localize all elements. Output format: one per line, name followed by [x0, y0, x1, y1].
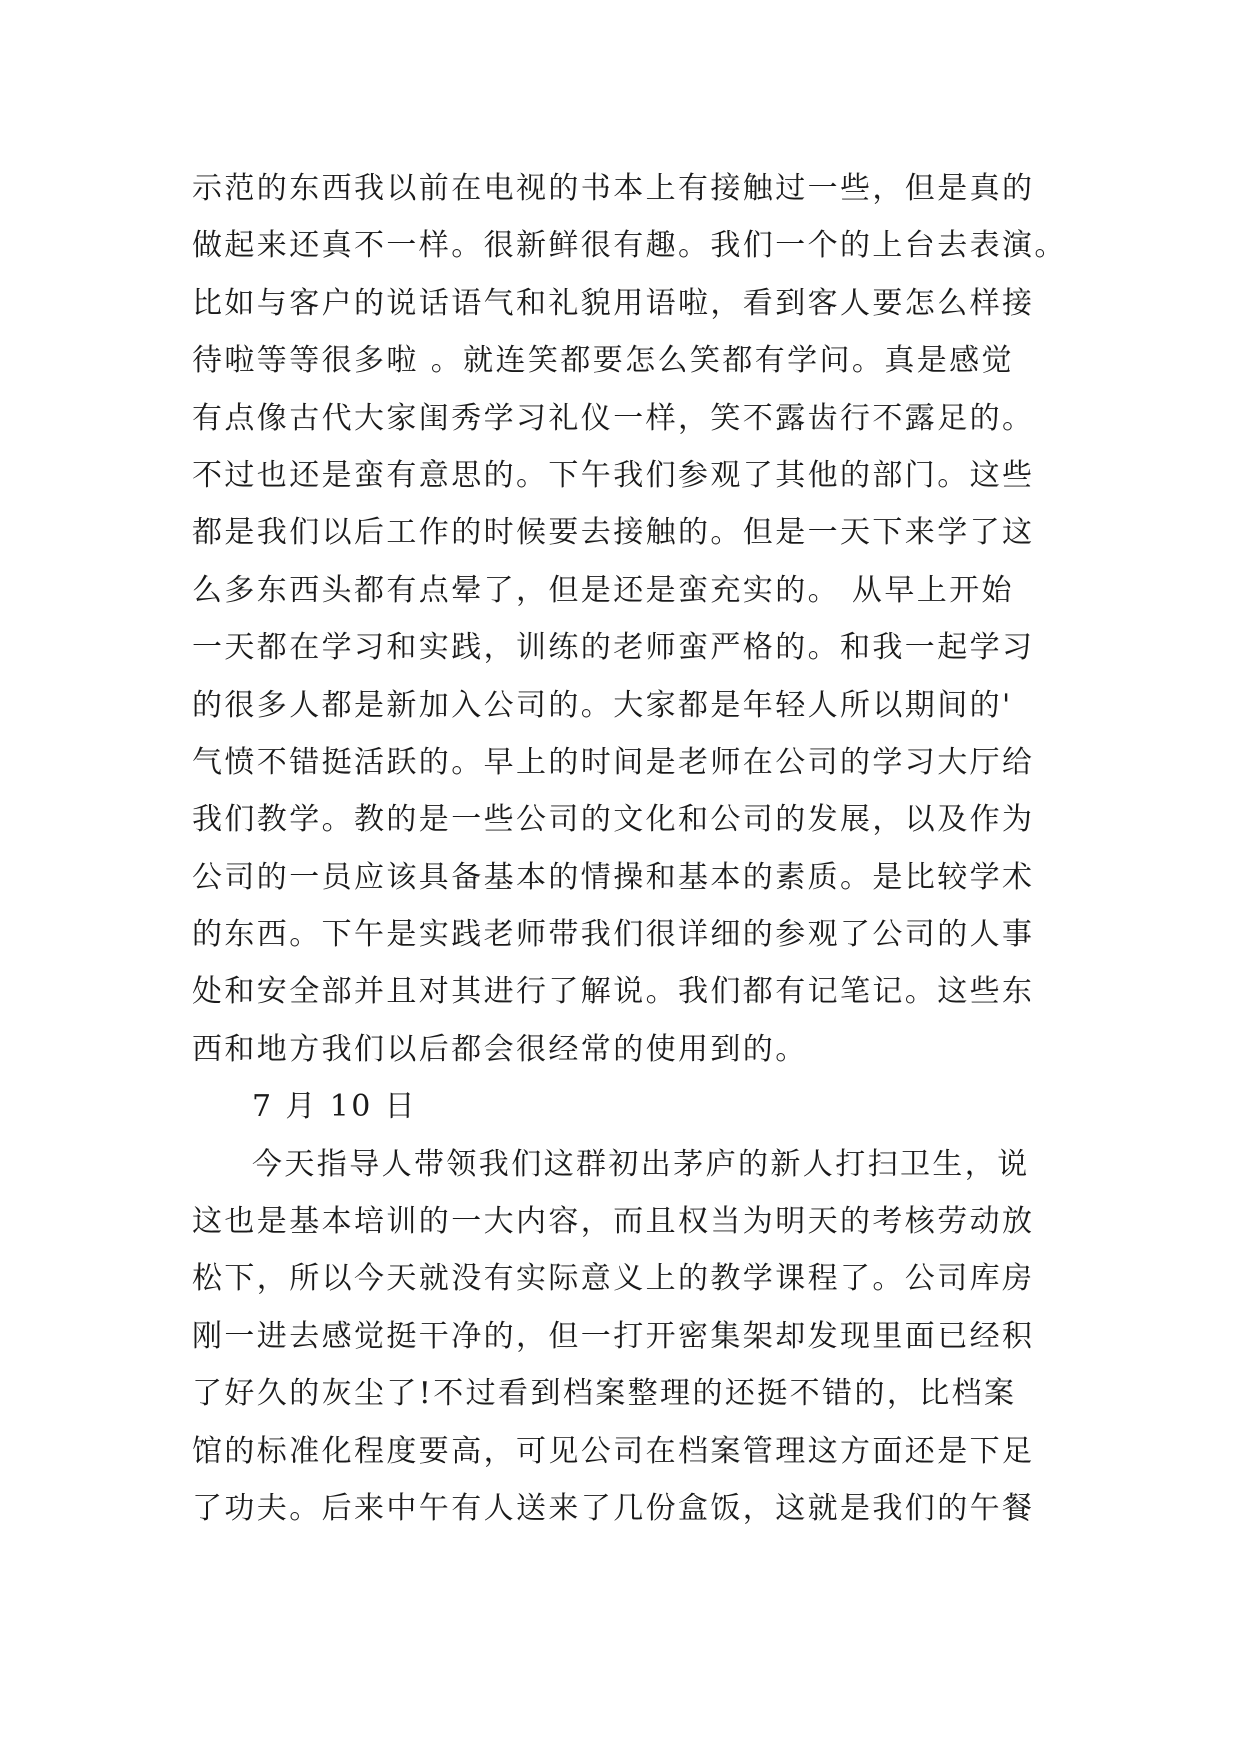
text-line: 么多东西头都有点晕了，但是还是蛮充实的。 从早上开始: [192, 572, 1014, 608]
text-line: 了好久的灰尘了!不过看到档案整理的还挺不错的，比档案: [192, 1376, 1017, 1412]
text-line: 刚一进去感觉挺干净的，但一打开密集架却发现里面已经积: [192, 1318, 1035, 1354]
text-line: 今天指导人带领我们这群初出茅庐的新人打扫卫生，说: [252, 1146, 1030, 1182]
text-line: 不过也还是蛮有意思的。下午我们参观了其他的部门。这些: [192, 457, 1035, 493]
text-line: 公司的一员应该具备基本的情操和基本的素质。是比较学术: [192, 859, 1035, 895]
text-line: 都是我们以后工作的时候要去接触的。但是一天下来学了这: [192, 515, 1035, 551]
text-line: 的东西。下午是实践老师带我们很详细的参观了公司的人事: [192, 917, 1035, 953]
text-line: 示范的东西我以前在电视的书本上有接触过一些，但是真的: [192, 171, 1035, 206]
text-line: 我们教学。教的是一些公司的文化和公司的发展，以及作为: [192, 802, 1035, 838]
text-line: 了功夫。后来中午有人送来了几份盒饭，这就是我们的午餐: [192, 1490, 1035, 1526]
text-line: 一天都在学习和实践，训练的老师蛮严格的。和我一起学习: [192, 630, 1035, 666]
text-line: 的很多人都是新加入公司的。大家都是年轻人所以期间的': [192, 687, 1013, 723]
text-line: 待啦等等很多啦 。就连笑都要怎么笑都有学问。真是感觉: [192, 343, 1014, 379]
text-line: 这也是基本培训的一大内容，而且权当为明天的考核劳动放: [192, 1204, 1035, 1240]
text-line: 比如与客户的说话语气和礼貌用语啦，看到客人要怎么样接: [192, 285, 1035, 321]
text-line: 7 月 10 日: [252, 1089, 418, 1125]
text-line: 馆的标准化程度要高，可见公司在档案管理这方面还是下足: [192, 1433, 1035, 1469]
text-line: 气愤不错挺活跃的。早上的时间是老师在公司的学习大厅给: [192, 744, 1035, 780]
text-line: 西和地方我们以后都会很经常的使用到的。: [192, 1031, 808, 1067]
text-line: 松下，所以今天就没有实际意义上的教学课程了。公司库房: [192, 1261, 1035, 1297]
text-line: 有点像古代大家闺秀学习礼仪一样，笑不露齿行不露足的。: [192, 400, 1035, 436]
text-line: 处和安全部并且对其进行了解说。我们都有记笔记。这些东: [192, 974, 1035, 1010]
document-body: [192, 160, 1067, 1537]
text-line: 做起来还真不一样。很新鲜很有趣。我们一个的上台去表演。: [192, 228, 1067, 264]
